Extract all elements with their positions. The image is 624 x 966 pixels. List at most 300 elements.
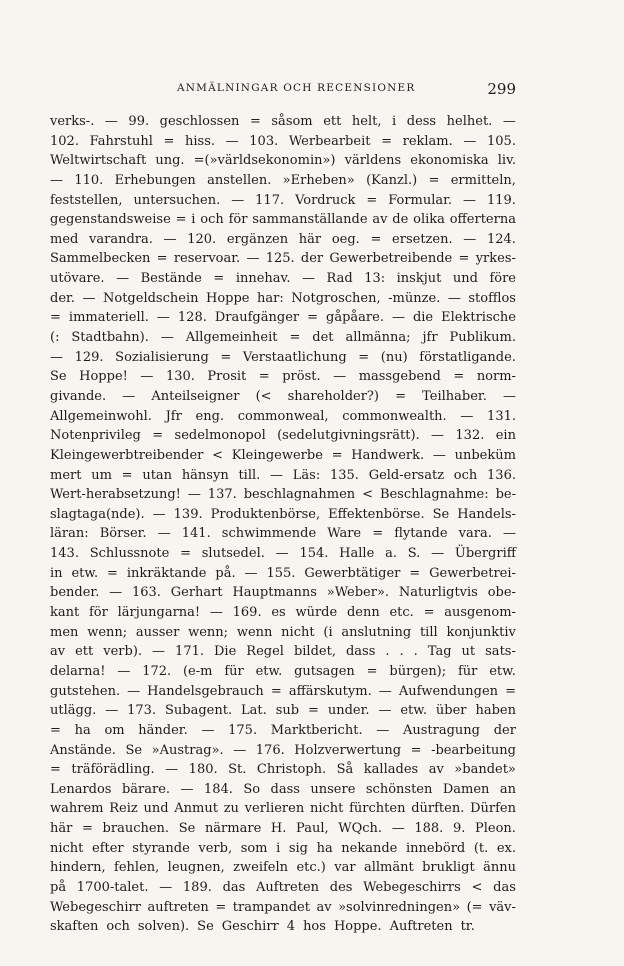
word: für (224, 663, 244, 679)
word: gutsagen (294, 663, 355, 679)
word: = (358, 349, 370, 365)
word: 155. (266, 565, 296, 581)
text-line (50, 367, 516, 387)
word: obe- (487, 585, 516, 601)
word: — (104, 114, 118, 129)
word: 176. (255, 742, 285, 758)
word: 13: (364, 271, 386, 287)
word: beschlagnahmen (243, 487, 356, 503)
word: — (233, 742, 247, 758)
word: Kleingewerbtreibender (50, 447, 204, 463)
word: hindern, (50, 860, 106, 876)
word: = (395, 388, 406, 404)
word: Så (336, 762, 354, 778)
word: Elektrische (441, 310, 516, 326)
word: såsom (271, 114, 313, 129)
text-line (50, 780, 516, 800)
word: varandra. (89, 231, 153, 247)
word: Hoppe (206, 290, 250, 306)
word: om (104, 722, 125, 738)
word: = (121, 467, 133, 483)
word: (sedelutgivningsrätt). (277, 428, 420, 444)
word: . (385, 644, 390, 660)
word: lärjungarna! (117, 605, 201, 621)
word: Die (214, 644, 237, 660)
word: — (225, 133, 239, 149)
word: brukligt (422, 860, 475, 876)
word: 163. (131, 585, 161, 601)
word: i (276, 840, 281, 856)
word: Naturligtvis (398, 585, 478, 601)
word: oeg. (331, 231, 360, 247)
word: brauchen. (102, 821, 170, 837)
word: tr. (460, 919, 475, 935)
word: Se (178, 821, 196, 837)
word: Tag (427, 644, 452, 660)
text-line (50, 132, 516, 152)
word: — (159, 879, 173, 895)
text-line (50, 583, 516, 603)
word: Auftreten (389, 919, 453, 935)
word: commonweal, (237, 408, 329, 424)
word: — (275, 546, 289, 562)
word: givande. (50, 388, 107, 404)
word: Kleingewerbe (231, 447, 323, 463)
word: Se (432, 506, 450, 522)
word: 169. (232, 605, 262, 621)
text-line (50, 328, 516, 348)
word: wenn (236, 624, 273, 640)
word: massgebend (358, 369, 441, 385)
word: — (463, 192, 477, 208)
word: och (106, 919, 130, 935)
word: ex. (496, 840, 516, 856)
word: olika (413, 212, 445, 228)
word: = (249, 114, 261, 129)
word: ännu (483, 860, 516, 876)
word: — (431, 428, 445, 444)
text-line (50, 308, 516, 328)
word: med (50, 231, 79, 247)
word: av (316, 899, 332, 915)
word: — (301, 271, 315, 287)
word: slutsedel. (201, 546, 265, 562)
word: 131. (487, 408, 516, 424)
word: 132. (455, 428, 485, 444)
word: sig (288, 840, 308, 856)
word: = (258, 369, 270, 385)
word: = (81, 821, 93, 837)
word: Fahrstuhl (89, 133, 153, 149)
word: bürgen); (389, 663, 447, 679)
word: auftreten (147, 899, 209, 915)
word: träförädling. (71, 762, 155, 778)
word: Börser. (99, 526, 147, 542)
word: det (312, 330, 334, 346)
text-line (50, 171, 516, 191)
word: Übergriff (454, 546, 516, 562)
word: Formular. (388, 192, 453, 208)
word: ekonomiska (410, 153, 489, 169)
word: — (463, 231, 477, 247)
word: = (381, 133, 392, 149)
word: Reiz (109, 801, 138, 817)
word: — (116, 271, 130, 287)
word: flytande (394, 526, 448, 542)
word: = (289, 330, 301, 346)
word: kallades (363, 762, 419, 778)
word: unsere (310, 781, 356, 797)
word: Sammelbecken (50, 251, 151, 267)
word: innebörd (405, 840, 466, 856)
word: — (463, 133, 477, 149)
word: Ware (327, 526, 362, 542)
word: etw. (71, 565, 99, 581)
word: Weltwirtschaft (50, 153, 147, 169)
word: men (50, 624, 79, 640)
word: 172. (142, 663, 172, 679)
word: 139. (173, 506, 203, 522)
word: utlägg. (50, 703, 97, 719)
word: Jfr (165, 408, 182, 424)
word: Lat. (241, 703, 267, 719)
word: um (91, 467, 112, 483)
word: (i (323, 624, 333, 640)
word: Lenardos (50, 781, 112, 797)
word: eng. (195, 408, 225, 424)
text-line (50, 878, 516, 898)
word: Gewerbetreibende (329, 251, 453, 267)
word: schönsten (365, 781, 433, 797)
word: H. (270, 821, 287, 837)
word: Webegeschirrs (363, 879, 461, 895)
word: . (413, 644, 418, 660)
word: 171. (175, 644, 204, 660)
word: 102. (50, 133, 79, 149)
word: väv- (489, 899, 516, 915)
word: commonwealth. (342, 408, 447, 424)
word: Dürfen (470, 801, 516, 817)
word: — (201, 722, 215, 738)
word: ung. (155, 153, 185, 169)
word: förstatligande. (419, 349, 516, 365)
word: mert (50, 467, 82, 483)
word: und (143, 801, 169, 817)
word: < (362, 487, 373, 503)
word: bender. (50, 585, 100, 601)
word: nicht (281, 624, 315, 640)
word: ut (461, 644, 476, 660)
word: — (140, 369, 154, 385)
word: under. (327, 703, 370, 719)
word: = (215, 899, 227, 915)
word: dess (406, 114, 437, 129)
word: -bearbeitung (431, 742, 516, 758)
word: hänsyn (181, 467, 229, 483)
word: = (213, 271, 225, 287)
word: < (471, 879, 483, 895)
text-line (50, 741, 516, 761)
word: — (152, 506, 166, 522)
word: Werbearbeit (288, 133, 371, 149)
text-line (50, 858, 516, 878)
word: — (231, 192, 245, 208)
word: innehav. (235, 271, 291, 287)
text-line (50, 603, 516, 623)
word: 124. (486, 231, 516, 247)
text-line (50, 210, 516, 230)
word: Produktenbörse, (210, 506, 321, 522)
text-line (50, 505, 516, 525)
word: shareholder?) (287, 388, 379, 404)
word: Erhebungen (114, 172, 196, 188)
word: (: (50, 330, 60, 346)
word: sub (275, 703, 300, 719)
word: Draufgänger (214, 310, 300, 326)
word: hiss. (185, 133, 216, 149)
text-line (50, 348, 516, 368)
word: reklam. (402, 133, 453, 149)
word: dass (270, 781, 300, 797)
word: 103. (249, 133, 279, 149)
word: på. (215, 565, 236, 581)
word: — (122, 388, 136, 404)
word: — (502, 114, 516, 129)
word: nicht (50, 840, 84, 856)
word: immateriell. (68, 310, 149, 326)
word: Marktbericht. (270, 722, 363, 738)
word: dürften. (411, 801, 465, 817)
word: Notgeldschein (103, 290, 199, 306)
word: pröst. (282, 369, 321, 385)
word: — (109, 585, 123, 601)
text-line (50, 249, 516, 269)
word: solven). (137, 919, 190, 935)
word: = (107, 565, 118, 581)
word: — (127, 683, 141, 699)
text-line (50, 721, 516, 741)
word: = (453, 369, 465, 385)
word: würde (295, 605, 338, 621)
text-line (50, 623, 516, 643)
word: Se (50, 369, 67, 385)
word: in (50, 565, 63, 581)
body-text (50, 112, 516, 937)
word: fehlen, (114, 860, 160, 876)
word: das (493, 879, 516, 895)
word: Handwerk. (351, 447, 425, 463)
word: = (410, 742, 422, 758)
word: Christoph. (256, 762, 327, 778)
word: och (453, 467, 478, 483)
word: (nu) (380, 349, 408, 365)
word: und (452, 271, 478, 287)
word: 189. (182, 879, 212, 895)
word: = (423, 605, 435, 621)
word: Effektenbörse. (328, 506, 425, 522)
word: etc.) (296, 860, 326, 876)
word: Hoppe! (79, 369, 128, 385)
word: Verstaatlichung (242, 349, 347, 365)
word: nicht (309, 801, 344, 817)
word: 129. (74, 349, 104, 365)
word: Läs: (292, 467, 321, 483)
word: etw. (400, 703, 427, 719)
word: sedelmonopol (174, 428, 266, 444)
word: etc. (389, 605, 414, 621)
text-line (50, 426, 516, 446)
word: Auftreten (256, 879, 320, 895)
word: ett (75, 644, 94, 660)
word: Aufwendungen (398, 683, 499, 699)
word: — (333, 369, 347, 385)
word: händer. (138, 722, 188, 738)
word: = (180, 546, 191, 562)
word: — (157, 526, 171, 542)
word: WQch. (338, 821, 383, 837)
word: an (499, 781, 516, 797)
text-line (50, 701, 516, 721)
word: nekande (341, 840, 398, 856)
word: — (50, 172, 63, 188)
text-line (50, 524, 516, 544)
word: = (307, 310, 319, 326)
word: Notenprivileg (50, 428, 141, 444)
text-line (50, 662, 516, 682)
word: 143. (50, 546, 79, 562)
word: der (493, 722, 516, 738)
word: 128. (177, 310, 207, 326)
word: 135. (329, 467, 359, 483)
word: på (50, 879, 67, 895)
word: gegenstandsweise (50, 212, 171, 228)
word: 175. (228, 722, 258, 738)
word: helt, (351, 114, 382, 129)
word: verb, (198, 840, 233, 856)
word: var (334, 860, 356, 876)
word: — (431, 546, 445, 562)
word: Hoppe. (333, 919, 382, 935)
word: untersuchen. (133, 192, 221, 208)
word: der (300, 251, 324, 267)
word: 1700-talet. (76, 879, 149, 895)
word: (e-m (182, 663, 213, 679)
word: styrande (132, 840, 190, 856)
word: (Kanzl.) (366, 172, 418, 188)
word: 125. (265, 251, 295, 267)
word: bildet, (293, 644, 336, 660)
text-line (50, 564, 516, 584)
word: = (50, 722, 61, 738)
word: efter (92, 840, 124, 856)
word: = (50, 310, 61, 326)
text-line (50, 466, 516, 486)
word: i (191, 212, 196, 228)
word: sats- (485, 644, 516, 660)
word: Anmut (174, 801, 218, 817)
word: gutstehen. (50, 683, 121, 699)
word: — (165, 762, 179, 778)
word: konjunktiv (446, 624, 516, 640)
word: = (175, 212, 187, 228)
word: feststellen, (50, 192, 123, 208)
word: Rad (326, 271, 353, 287)
text-line (50, 387, 516, 407)
word: = (331, 447, 343, 463)
word: »Austrag». (151, 742, 224, 758)
word: för (228, 212, 248, 228)
word: < (212, 447, 224, 463)
word: = (152, 428, 164, 444)
word: läran: (50, 526, 89, 542)
word: hos (303, 919, 326, 935)
word: be- (495, 487, 516, 503)
word: som (240, 840, 268, 856)
word: = (366, 192, 378, 208)
word: anstellen. (207, 172, 272, 188)
word: 9. (452, 821, 466, 837)
word: = (270, 683, 282, 699)
page-number: 299 (487, 80, 516, 98)
word: »bandet» (454, 762, 516, 778)
word: Handels- (457, 506, 516, 522)
word: Se (197, 919, 214, 935)
word: 154. (299, 546, 329, 562)
word: jfr (422, 330, 438, 346)
word: Holzverwertung (294, 742, 402, 758)
word: utan (142, 467, 173, 483)
word: ha (316, 840, 333, 856)
word: ersetzen. (392, 231, 453, 247)
word: = (505, 683, 516, 699)
text-line (50, 407, 516, 427)
word: — (460, 408, 474, 424)
word: här (298, 231, 322, 247)
text-line (50, 917, 516, 937)
word: Gewerbtätiger (304, 565, 401, 581)
word: haben (475, 703, 516, 719)
word: allmänna; (345, 330, 411, 346)
word: trampandet (232, 899, 310, 915)
text-line (50, 642, 516, 662)
word: a. (385, 546, 397, 562)
word: 4 (286, 919, 296, 935)
word: St. (228, 762, 247, 778)
word: yrkes- (475, 251, 516, 267)
word: — (447, 290, 461, 306)
word: = (220, 349, 232, 365)
word: — (432, 447, 446, 463)
word: — (502, 526, 516, 542)
word: für (457, 663, 478, 679)
word: — (163, 231, 177, 247)
word: vara. (458, 526, 492, 542)
word: Sozialisierung (115, 349, 209, 365)
word: 184. (203, 781, 233, 797)
word: Geld-ersatz (368, 467, 445, 483)
word: »Weber». (326, 585, 390, 601)
word: (t. (473, 840, 489, 856)
word: über (435, 703, 467, 719)
word: till (419, 624, 438, 640)
text-line (50, 269, 516, 289)
word: de (392, 212, 409, 228)
word: etw. (489, 663, 516, 679)
word: =(»världsekonomin») (193, 153, 336, 169)
word: av (372, 212, 388, 228)
word: wahrem (50, 801, 104, 817)
word: — (156, 310, 170, 326)
